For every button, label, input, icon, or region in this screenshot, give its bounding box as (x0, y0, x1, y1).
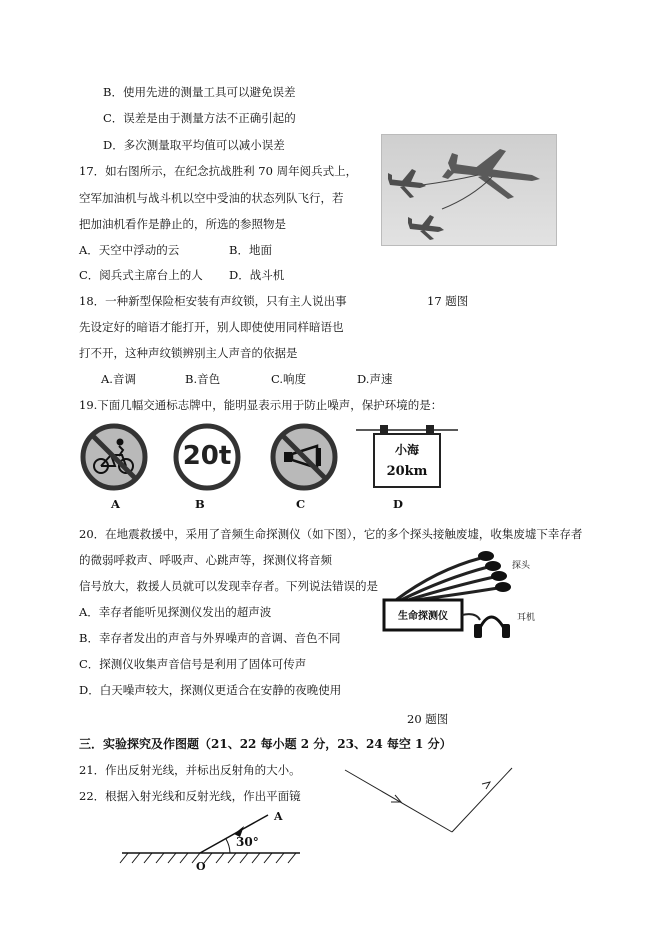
q17-stem-1: 17．如右图所示，在纪念抗战胜利 70 周年阅兵式上， (79, 164, 358, 178)
q20-probe-label: 探头 (512, 561, 531, 571)
sign-label-d: D (393, 497, 403, 511)
q20-device-label: 生命探测仪 (398, 611, 448, 622)
q18-option-d: D.声速 (357, 372, 393, 386)
q18-option-b: B.音色 (185, 372, 221, 386)
q16-option-b: B．使用先进的测量工具可以避免误差 (103, 85, 296, 99)
q20-figure-caption: 20 题图 (407, 712, 449, 726)
q22-rays-figure (340, 765, 520, 840)
q22-stem: 22．根据入射光线和反射光线，作出平面镜 (79, 789, 301, 803)
q17-option-c: C．阅兵式主席台上的人 (79, 268, 203, 282)
sign-d-distance: 20km (386, 464, 428, 479)
q20-option-d: D．白天噪声较大，探测仪更适合在安静的夜晚使用 (79, 683, 342, 697)
q20-life-detector-figure (376, 550, 556, 660)
sign-label-b: B (195, 497, 205, 511)
q17-stem-3: 把加油机看作是静止的，所选的参照物是 (79, 217, 286, 231)
q17-option-d: D．战斗机 (229, 268, 285, 282)
q20-earphone-label: 耳机 (517, 613, 536, 623)
q18-stem-1: 18．一种新型保险柜安装有声纹锁，只有主人说出事 (79, 294, 347, 308)
sign-c-no-horn (269, 422, 339, 492)
q21-point-a: A (274, 810, 283, 823)
q17-option-a: A．天空中浮动的云 (79, 243, 180, 257)
sign-d-direction (356, 424, 458, 490)
q18-stem-2: 先设定好的暗语才能打开，别人即使使用同样暗语也 (79, 320, 344, 334)
section3-heading: 三．实验探究及作图题（21、22 每小题 2 分，23、24 每空 1 分） (79, 737, 452, 751)
q21-stem: 21．作出反射光线，并标出反射角的大小。 (79, 763, 301, 777)
q16-option-d: D．多次测量取平均值可以减小误差 (103, 138, 285, 152)
sign-label-a: A (111, 497, 120, 511)
sign-b-text: 20t (182, 441, 232, 471)
q20-option-b: B．幸存者发出的声音与外界噪声的音调、音色不同 (79, 631, 341, 645)
q20-option-c: C．探测仪收集声音信号是利用了固体可传声 (79, 657, 307, 671)
q19-stem: 19.下面几幅交通标志牌中，能明显表示用于防止噪声，保护环境的是： (79, 398, 443, 412)
sign-a-no-bicycle (79, 422, 149, 492)
q16-option-c: C．误差是由于测量方法不正确引起的 (103, 111, 296, 125)
q17-stem-2: 空军加油机与战斗机以空中受油的状态列队飞行，若 (79, 191, 344, 205)
q17-aircraft-photo (381, 134, 557, 246)
sign-label-c: C (296, 497, 306, 511)
q20-stem-3: 信号放大，救援人员就可以发现幸存者。下列说法错误的是 (79, 579, 378, 593)
sign-d-place: 小海 (394, 443, 419, 457)
q21-angle-label: 30° (236, 835, 259, 849)
sign-b-weight-limit (172, 422, 242, 492)
q20-stem-1: 20．在地震救援中，采用了音频生命探测仪（如下图），它的多个探头接触废墟，收集废墟下幸存者 (79, 527, 583, 541)
q21-point-o: O (196, 860, 206, 873)
q18-stem-3: 打不开，这种声纹锁辨别主人声音的依据是 (79, 346, 298, 360)
q17-option-b: B．地面 (229, 243, 272, 257)
q20-stem-2: 的微弱呼救声、呼吸声、心跳声等，探测仪将音频 (79, 553, 332, 567)
q20-option-a: A．幸存者能听见探测仪发出的超声波 (79, 605, 272, 619)
q18-option-a: A.音调 (101, 372, 136, 386)
q21-mirror-figure (118, 810, 308, 876)
q18-option-c: C.响度 (271, 372, 307, 386)
q17-figure-caption: 17 题图 (427, 294, 469, 308)
